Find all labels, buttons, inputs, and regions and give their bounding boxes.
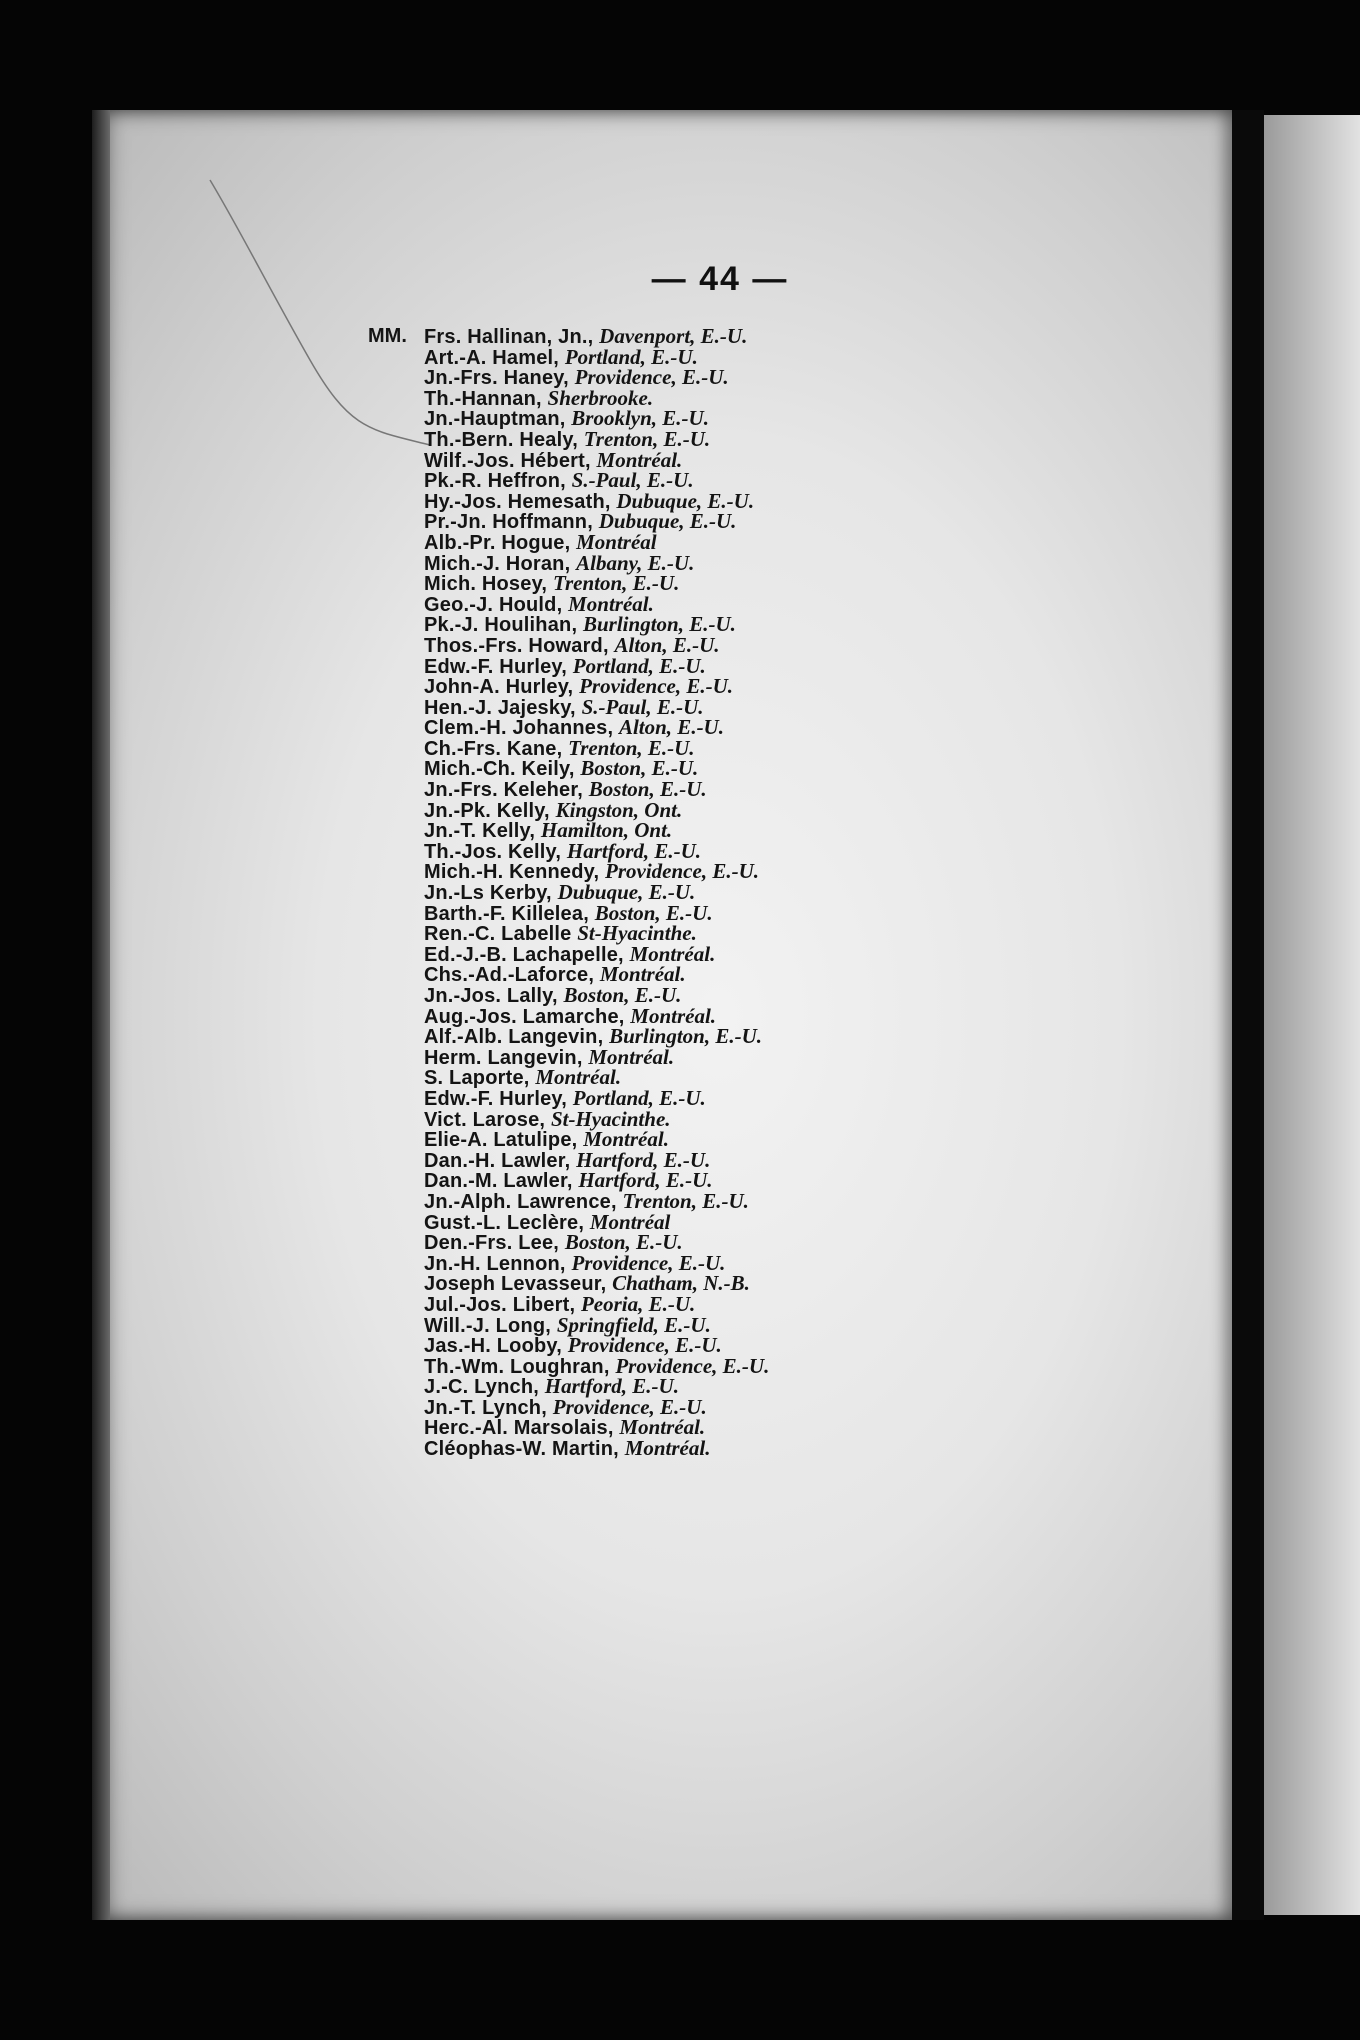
place-name: Boston, E.-U. xyxy=(594,900,713,925)
person-name: Jn.-Alph. Lawrence, xyxy=(424,1190,623,1213)
list-item xyxy=(368,820,1228,841)
person-name: Jul.-Jos. Libert, xyxy=(424,1293,581,1316)
list-item xyxy=(368,1417,1228,1438)
place-name: Alton, E.-U. xyxy=(614,632,720,657)
entry-body xyxy=(424,1438,710,1460)
person-name: J.-C. Lynch, xyxy=(424,1376,545,1399)
person-name: Elie-A. Latulipe, xyxy=(424,1129,584,1152)
place-name: Peoria, E.-U. xyxy=(580,1291,696,1316)
list-item xyxy=(368,447,1228,472)
place-name: Dubuque, E.-U. xyxy=(598,509,737,534)
person-name: Ch.-Frs. Kane, xyxy=(424,737,569,760)
person-name: Mich. Hosey, xyxy=(424,573,553,596)
place-name: St-Hyacinthe. xyxy=(550,1106,671,1131)
list-item xyxy=(368,385,1228,410)
list-item xyxy=(368,861,1228,882)
list-item xyxy=(368,614,1228,635)
place-name: Providence, E.-U. xyxy=(615,1353,770,1378)
list-item xyxy=(368,591,1228,616)
place-name: Hartford, E.-U. xyxy=(576,1147,711,1172)
list-item xyxy=(368,426,1228,451)
list-item xyxy=(368,1003,1228,1028)
list-item xyxy=(368,511,1228,532)
list-item xyxy=(368,1170,1228,1191)
place-name: Albany, E.-U. xyxy=(576,550,695,575)
person-name: Clem.-H. Johannes, xyxy=(424,717,619,740)
place-name: St-Hyacinthe. xyxy=(577,921,697,946)
list-item xyxy=(368,550,1228,575)
place-name: Boston, E.-U. xyxy=(580,756,699,781)
person-name: Jn.-Frs. Haney, xyxy=(424,367,575,390)
list-item xyxy=(368,1209,1228,1234)
place-name: Providence, E.-U. xyxy=(605,859,759,884)
person-name: Will.-J. Long, xyxy=(424,1314,557,1337)
person-name: Barth.-F. Killelea, xyxy=(424,902,595,925)
person-name: Geo.-J. Hould, xyxy=(424,593,569,616)
person-name: Aug.-Jos. Lamarche, xyxy=(424,1005,631,1028)
place-name: Montréal. xyxy=(619,1415,706,1440)
person-name: Edw.-F. Hurley, xyxy=(424,1087,573,1110)
list-item xyxy=(368,1026,1228,1047)
list-item xyxy=(368,1232,1228,1253)
place-name: Montréal. xyxy=(624,1436,711,1461)
list-item xyxy=(368,717,1228,738)
place-name: Trenton, E.-U. xyxy=(583,426,711,451)
person-name: Alb.-Pr. Hogue, xyxy=(424,531,577,554)
place-name: Hamilton, Ont. xyxy=(540,818,673,843)
person-name: Jn.-T. Kelly, xyxy=(424,820,541,843)
person-name: Chs.-Ad.-Laforce, xyxy=(424,964,600,987)
person-name: Thos.-Frs. Howard, xyxy=(424,634,615,657)
person-name: Alf.-Alb. Langevin, xyxy=(424,1026,610,1049)
list-item xyxy=(368,676,1228,697)
list-item xyxy=(368,900,1228,925)
place-name: Montréal. xyxy=(599,962,686,987)
list-item xyxy=(368,653,1228,678)
list-item xyxy=(368,838,1228,863)
place-name: Dubuque, E.-U. xyxy=(557,880,696,905)
place-name: Davenport, E.-U. xyxy=(599,324,748,348)
place-name: Boston, E.-U. xyxy=(588,777,707,802)
list-item xyxy=(368,941,1228,966)
place-name: Portland, E.-U. xyxy=(572,1085,706,1110)
place-name: Montréal. xyxy=(630,1003,717,1028)
place-name: Montréal. xyxy=(629,941,716,966)
person-name: Hen.-J. Jajesky, xyxy=(424,696,582,719)
facing-page-edge xyxy=(1264,115,1360,1915)
list-item xyxy=(368,1376,1228,1397)
person-name: Pk.-R. Heffron, xyxy=(424,470,572,493)
name-list xyxy=(368,326,1228,1459)
place-name: Montréal. xyxy=(596,447,683,472)
person-name: Gust.-L. Leclère, xyxy=(424,1211,590,1234)
person-name: Herm. Langevin, xyxy=(424,1046,589,1069)
place-name: Montréal xyxy=(576,529,657,554)
person-name: Th.-Hannan, xyxy=(424,387,548,410)
place-name: Montréal. xyxy=(568,591,654,616)
place-name: Burlington, E.-U. xyxy=(582,612,736,637)
person-name: Pr.-Jn. Hoffmann, xyxy=(424,511,599,534)
list-item xyxy=(368,1438,1228,1459)
list-item xyxy=(368,1353,1228,1378)
person-name: Jn.-Hauptman, xyxy=(424,408,572,431)
place-name: Trenton, E.-U. xyxy=(622,1188,749,1213)
place-name: Providence, E.-U. xyxy=(574,365,729,390)
person-name: Cléophas-W. Martin, xyxy=(424,1438,625,1461)
list-item xyxy=(368,882,1228,903)
list-item xyxy=(368,1250,1228,1275)
place-name: Hartford, E.-U. xyxy=(578,1168,713,1193)
place-name: S.-Paul, E.-U. xyxy=(581,694,704,719)
list-item xyxy=(368,985,1228,1006)
place-name: Trenton, E.-U. xyxy=(568,735,695,760)
list-item xyxy=(368,797,1228,822)
person-name: S. Laporte, xyxy=(424,1067,536,1090)
list-item xyxy=(368,779,1228,800)
person-name: Jas.-H. Looby, xyxy=(424,1335,568,1358)
place-name: Portland, E.-U. xyxy=(564,344,698,369)
list-item xyxy=(368,1067,1228,1088)
person-name: Mich.-Ch. Keily, xyxy=(424,758,581,781)
list-item xyxy=(368,758,1228,779)
place-name: Montréal xyxy=(589,1209,671,1234)
person-name: Ren.-C. Labelle xyxy=(424,923,578,946)
person-name: Jn.-H. Lennon, xyxy=(424,1252,572,1275)
page-binding-shadow xyxy=(92,110,110,1920)
place-name: Providence, E.-U. xyxy=(579,674,734,699)
person-name: Mich.-J. Horan, xyxy=(424,552,577,575)
list-item xyxy=(368,1085,1228,1110)
list-item xyxy=(368,1335,1228,1356)
person-name: Joseph Levasseur, xyxy=(424,1273,613,1296)
place-name: Boston, E.-U. xyxy=(563,983,682,1007)
place-name: Burlington, E.-U. xyxy=(609,1024,763,1049)
place-name: Providence, E.-U. xyxy=(552,1394,707,1419)
person-name: Den.-Frs. Lee, xyxy=(424,1232,565,1255)
list-item xyxy=(368,1291,1228,1316)
list-item xyxy=(368,694,1228,719)
list-item xyxy=(368,632,1228,657)
list-item xyxy=(368,1129,1228,1150)
place-name: Montréal. xyxy=(535,1065,622,1090)
page-number: — 44 — xyxy=(651,260,789,298)
place-name: Alton, E.-U. xyxy=(618,715,724,740)
place-name: Springfield, E.-U. xyxy=(556,1312,711,1337)
person-name: Vict. Larose, xyxy=(424,1108,551,1131)
list-item xyxy=(368,1273,1228,1294)
list-item xyxy=(368,344,1228,369)
list-item xyxy=(368,923,1228,944)
list-item xyxy=(368,1312,1228,1337)
person-name: Dan.-H. Lawler, xyxy=(424,1149,577,1172)
list-item xyxy=(368,408,1228,429)
person-name: Wilf.-Jos. Hébert, xyxy=(424,449,597,472)
book-gutter xyxy=(1232,110,1264,1920)
place-name: Chatham, N.-B. xyxy=(612,1271,750,1296)
list-item xyxy=(368,1106,1228,1131)
person-name: Th.-Wm. Loughran, xyxy=(424,1355,616,1378)
person-name: John-A. Hurley, xyxy=(424,676,580,699)
person-name: Jn.-Pk. Kelly, xyxy=(424,799,556,822)
person-name: Ed.-J.-B. Lachapelle, xyxy=(424,943,630,966)
person-name: Art.-A. Hamel, xyxy=(424,346,565,369)
person-name: Frs. Hallinan, Jn., xyxy=(424,326,600,348)
list-item xyxy=(368,488,1228,513)
list-item xyxy=(368,529,1228,554)
place-name: Hartford, E.-U. xyxy=(544,1374,679,1399)
place-name: Boston, E.-U. xyxy=(564,1230,683,1255)
person-name: Th.-Bern. Healy, xyxy=(424,428,584,451)
place-name: Portland, E.-U. xyxy=(572,653,706,678)
person-name: Jn.-Jos. Lally, xyxy=(424,985,564,1007)
person-name: Jn.-T. Lynch, xyxy=(424,1396,553,1419)
place-name: Dubuque, E.-U. xyxy=(616,488,755,513)
list-item xyxy=(368,1394,1228,1419)
list-item xyxy=(368,1147,1228,1172)
person-name: Mich.-H. Kennedy, xyxy=(424,861,606,884)
person-name: Dan.-M. Lawler, xyxy=(424,1170,579,1193)
place-name: Brooklyn, E.-U. xyxy=(571,406,709,431)
list-item xyxy=(368,326,1228,347)
place-name: Providence, E.-U. xyxy=(567,1333,722,1358)
list-item xyxy=(368,573,1228,594)
person-name: Herc.-Al. Marsolais, xyxy=(424,1417,620,1440)
person-name: Hy.-Jos. Hemesath, xyxy=(424,490,617,513)
place-name: Sherbrooke. xyxy=(547,385,654,410)
person-name: Jn.-Frs. Keleher, xyxy=(424,779,589,802)
person-name: Edw.-F. Hurley, xyxy=(424,655,573,678)
list-item xyxy=(368,735,1228,760)
place-name: Montréal. xyxy=(588,1044,675,1069)
list-item xyxy=(368,1188,1228,1213)
list-item xyxy=(368,367,1228,388)
person-name: Th.-Jos. Kelly, xyxy=(424,840,567,863)
place-name: Hartford, E.-U. xyxy=(566,838,702,863)
place-name: Trenton, E.-U. xyxy=(552,571,680,596)
entry-body xyxy=(424,1188,749,1213)
place-name: S.-Paul, E.-U. xyxy=(571,468,694,493)
honorific-prefix: MM. xyxy=(368,325,407,347)
place-name: Kingston, Ont. xyxy=(555,797,683,822)
list-item xyxy=(368,1044,1228,1069)
list-item xyxy=(368,470,1228,491)
place-name: Providence, E.-U. xyxy=(571,1250,726,1275)
list-item xyxy=(368,964,1228,985)
place-name: Montréal. xyxy=(583,1127,669,1152)
person-name: Pk.-J. Houlihan, xyxy=(424,614,583,637)
person-name: Jn.-Ls Kerby, xyxy=(424,882,558,905)
